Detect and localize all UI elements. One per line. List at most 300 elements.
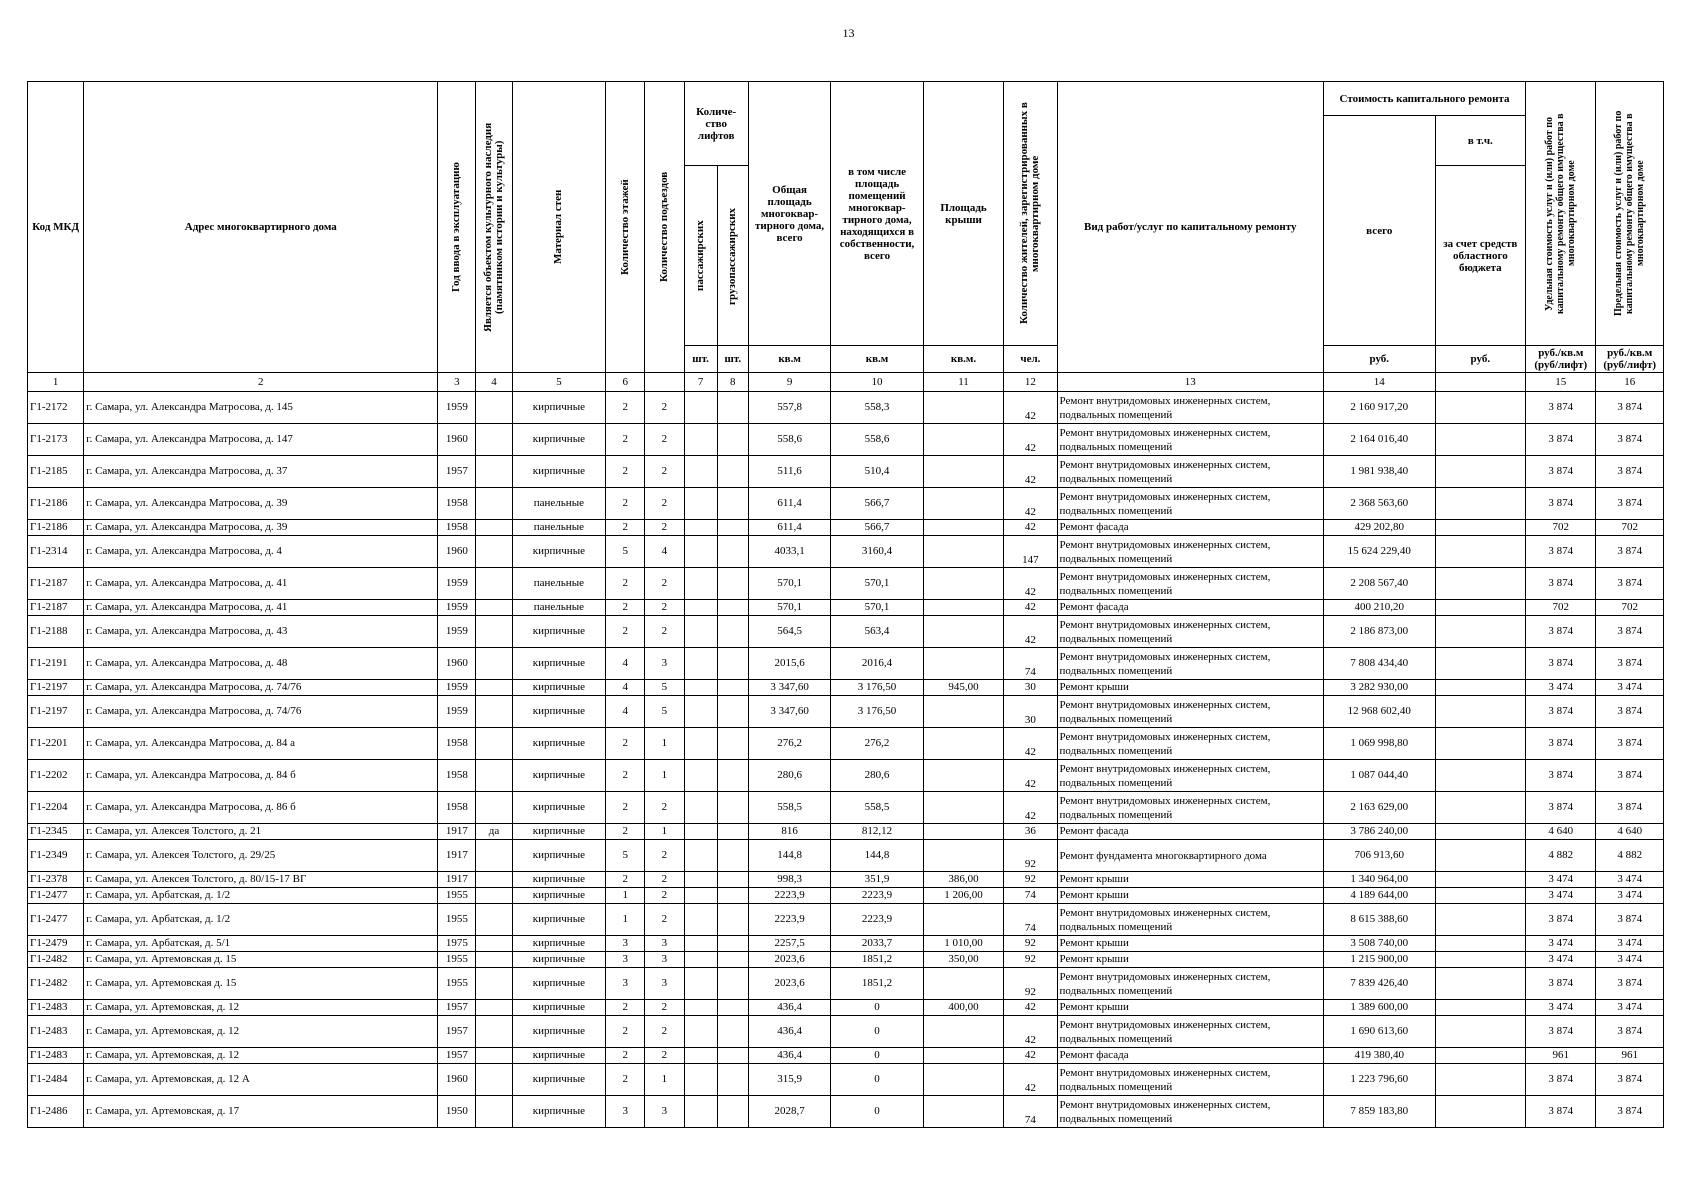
cell-cost-regional — [1435, 1016, 1526, 1048]
cell-passenger-elevators — [684, 888, 717, 904]
cell-total-area: 2223,9 — [748, 904, 830, 936]
cell-code: Г1-2477 — [28, 888, 84, 904]
cell-total-area: 436,4 — [748, 1016, 830, 1048]
cell-code: Г1-2479 — [28, 936, 84, 952]
cell-floors: 5 — [606, 536, 645, 568]
cell-owned-area: 2016,4 — [831, 648, 924, 680]
cell-entrances: 2 — [645, 872, 684, 888]
cell-freight-elevators — [717, 424, 748, 456]
cell-residents: 92 — [1004, 872, 1057, 888]
cell-work-type: Ремонт внутридомовых инженерных систем, подвальных помещений — [1057, 1064, 1323, 1096]
cell-total-area: 436,4 — [748, 1000, 830, 1016]
cell-year: 1957 — [438, 1000, 476, 1016]
cell-unit-cost: 3 874 — [1526, 536, 1596, 568]
unit-rub: руб. — [1435, 346, 1526, 373]
cell-cost-total: 3 786 240,00 — [1323, 824, 1435, 840]
cell-address: г. Самара, ул. Арбатская, д. 1/2 — [84, 888, 438, 904]
cell-owned-area: 510,4 — [831, 456, 924, 488]
table-row — [28, 536, 1664, 568]
cell-cost-total: 706 913,60 — [1323, 840, 1435, 872]
cell-entrances: 4 — [645, 536, 684, 568]
cell-roof-area — [923, 456, 1003, 488]
cell-cost-total: 2 164 016,40 — [1323, 424, 1435, 456]
unit-people: чел. — [1004, 346, 1057, 373]
cell-cost-regional — [1435, 488, 1526, 520]
cell-unit-cost: 702 — [1526, 520, 1596, 536]
column-number — [1435, 373, 1526, 392]
cell-floors: 3 — [606, 1096, 645, 1128]
cell-owned-area: 280,6 — [831, 760, 924, 792]
cell-year: 1960 — [438, 1064, 476, 1096]
cell-wall-material: кирпичные — [512, 1000, 606, 1016]
cell-total-area: 3 347,60 — [748, 696, 830, 728]
cell-owned-area: 276,2 — [831, 728, 924, 760]
cell-wall-material: кирпичные — [512, 1016, 606, 1048]
cell-code: Г1-2378 — [28, 872, 84, 888]
cell-heritage — [476, 936, 512, 952]
cell-year: 1959 — [438, 392, 476, 424]
cell-max-cost: 3 474 — [1596, 952, 1664, 968]
cell-year: 1959 — [438, 616, 476, 648]
table-row — [28, 904, 1664, 936]
cell-total-area: 315,9 — [748, 1064, 830, 1096]
cell-unit-cost: 3 874 — [1526, 760, 1596, 792]
cell-work-type: Ремонт крыши — [1057, 680, 1323, 696]
cell-max-cost: 3 874 — [1596, 696, 1664, 728]
cell-owned-area: 3 176,50 — [831, 680, 924, 696]
cell-address: г. Самара, ул. Александра Матросова, д. 145 — [84, 392, 438, 424]
table-row — [28, 1000, 1664, 1016]
cell-entrances: 3 — [645, 952, 684, 968]
cell-work-type: Ремонт фасада — [1057, 824, 1323, 840]
cell-residents: 92 — [1004, 936, 1057, 952]
cell-year: 1958 — [438, 792, 476, 824]
cell-passenger-elevators — [684, 1064, 717, 1096]
cell-roof-area — [923, 616, 1003, 648]
cell-address: г. Самара, ул. Арбатская, д. 1/2 — [84, 904, 438, 936]
cell-cost-regional — [1435, 728, 1526, 760]
cell-max-cost: 3 874 — [1596, 968, 1664, 1000]
cell-cost-regional — [1435, 952, 1526, 968]
cell-total-area: 2023,6 — [748, 968, 830, 1000]
cell-code: Г1-2197 — [28, 696, 84, 728]
cell-freight-elevators — [717, 616, 748, 648]
cell-code: Г1-2483 — [28, 1000, 84, 1016]
cell-year: 1975 — [438, 936, 476, 952]
cell-cost-total: 1 389 600,00 — [1323, 1000, 1435, 1016]
header-total-area: Общая площадь многоквар-тирного дома, всего — [748, 82, 830, 346]
cell-floors: 2 — [606, 616, 645, 648]
cell-address: г. Самара, ул. Артемовская д. 15 — [84, 952, 438, 968]
cell-wall-material: кирпичные — [512, 1048, 606, 1064]
cell-work-type: Ремонт фундамента многоквартирного дома — [1057, 840, 1323, 872]
cell-work-type: Ремонт крыши — [1057, 872, 1323, 888]
header-year: Год ввода в эксплуатацию — [438, 82, 476, 373]
cell-max-cost: 4 640 — [1596, 824, 1664, 840]
table-row — [28, 968, 1664, 1000]
cell-cost-regional — [1435, 872, 1526, 888]
cell-entrances: 2 — [645, 568, 684, 600]
cell-residents: 92 — [1004, 968, 1057, 1000]
cell-year: 1958 — [438, 760, 476, 792]
table-row — [28, 936, 1664, 952]
cell-entrances: 2 — [645, 600, 684, 616]
table-row — [28, 792, 1664, 824]
cell-residents: 147 — [1004, 536, 1057, 568]
cell-wall-material: кирпичные — [512, 680, 606, 696]
cell-passenger-elevators — [684, 840, 717, 872]
cell-max-cost: 3 874 — [1596, 392, 1664, 424]
cell-freight-elevators — [717, 1048, 748, 1064]
cell-year: 1917 — [438, 840, 476, 872]
cell-year: 1958 — [438, 728, 476, 760]
cell-max-cost: 3 874 — [1596, 1096, 1664, 1128]
cell-wall-material: кирпичные — [512, 424, 606, 456]
cell-work-type: Ремонт внутридомовых инженерных систем, подвальных помещений — [1057, 424, 1323, 456]
cell-total-area: 4033,1 — [748, 536, 830, 568]
unit-rub-sqm: руб./кв.м (руб/лифт) — [1596, 346, 1664, 373]
cell-code: Г1-2486 — [28, 1096, 84, 1128]
cell-heritage — [476, 1064, 512, 1096]
cell-work-type: Ремонт внутридомовых инженерных систем, подвальных помещений — [1057, 904, 1323, 936]
cell-floors: 2 — [606, 760, 645, 792]
cell-floors: 2 — [606, 424, 645, 456]
cell-freight-elevators — [717, 824, 748, 840]
cell-max-cost: 3 874 — [1596, 536, 1664, 568]
cell-address: г. Самара, ул. Артемовская, д. 12 А — [84, 1064, 438, 1096]
cell-year: 1917 — [438, 872, 476, 888]
cell-wall-material: кирпичные — [512, 872, 606, 888]
cell-entrances: 2 — [645, 520, 684, 536]
cell-residents: 74 — [1004, 888, 1057, 904]
cell-cost-regional — [1435, 1096, 1526, 1128]
cell-owned-area: 812,12 — [831, 824, 924, 840]
cell-roof-area — [923, 392, 1003, 424]
cell-passenger-elevators — [684, 616, 717, 648]
cell-unit-cost: 3 874 — [1526, 568, 1596, 600]
cell-floors: 2 — [606, 392, 645, 424]
cell-cost-regional — [1435, 824, 1526, 840]
cell-owned-area: 0 — [831, 1016, 924, 1048]
unit-sqm: кв.м — [831, 346, 924, 373]
cell-residents: 74 — [1004, 904, 1057, 936]
cell-year: 1957 — [438, 456, 476, 488]
cell-heritage — [476, 392, 512, 424]
header-passenger: пассажирских — [684, 166, 717, 346]
cell-cost-regional — [1435, 424, 1526, 456]
cell-wall-material: кирпичные — [512, 840, 606, 872]
cell-entrances: 2 — [645, 1048, 684, 1064]
cell-entrances: 3 — [645, 936, 684, 952]
cell-residents: 42 — [1004, 600, 1057, 616]
cell-roof-area — [923, 840, 1003, 872]
cell-address: г. Самара, ул. Арбатская, д. 5/1 — [84, 936, 438, 952]
cell-cost-regional — [1435, 392, 1526, 424]
cell-wall-material: кирпичные — [512, 952, 606, 968]
cell-address: г. Самара, ул. Артемовская д. 15 — [84, 968, 438, 1000]
page-number: 13 — [842, 26, 855, 40]
cell-roof-area — [923, 568, 1003, 600]
header-unit-cost: Удельная стоимость услуг и (или) работ по капитальному ремонту общего имущества в многоквартирном доме — [1526, 82, 1596, 346]
cell-freight-elevators — [717, 536, 748, 568]
cell-residents: 42 — [1004, 1016, 1057, 1048]
cell-passenger-elevators — [684, 1016, 717, 1048]
cell-owned-area: 351,9 — [831, 872, 924, 888]
cell-work-type: Ремонт крыши — [1057, 952, 1323, 968]
cell-heritage — [476, 1096, 512, 1128]
cell-max-cost: 961 — [1596, 1048, 1664, 1064]
cell-owned-area: 2223,9 — [831, 888, 924, 904]
cell-freight-elevators — [717, 968, 748, 1000]
cell-cost-total: 7 808 434,40 — [1323, 648, 1435, 680]
cell-heritage — [476, 872, 512, 888]
cell-total-area: 2223,9 — [748, 888, 830, 904]
cell-code: Г1-2201 — [28, 728, 84, 760]
cell-cost-regional — [1435, 520, 1526, 536]
cell-floors: 2 — [606, 1000, 645, 1016]
cell-residents: 42 — [1004, 424, 1057, 456]
cell-cost-total: 2 186 873,00 — [1323, 616, 1435, 648]
cell-passenger-elevators — [684, 952, 717, 968]
header-address: Адрес многоквартирного дома — [84, 82, 438, 373]
cell-floors: 2 — [606, 872, 645, 888]
cell-floors: 4 — [606, 696, 645, 728]
cell-cost-total: 1 981 938,40 — [1323, 456, 1435, 488]
cell-owned-area: 0 — [831, 1064, 924, 1096]
cell-max-cost: 3 874 — [1596, 760, 1664, 792]
cell-roof-area — [923, 1096, 1003, 1128]
cell-passenger-elevators — [684, 760, 717, 792]
cell-code: Г1-2197 — [28, 680, 84, 696]
cell-owned-area: 1851,2 — [831, 968, 924, 1000]
cell-max-cost: 3 874 — [1596, 424, 1664, 456]
cell-unit-cost: 3 874 — [1526, 648, 1596, 680]
column-number: 16 — [1596, 373, 1664, 392]
cell-owned-area: 570,1 — [831, 600, 924, 616]
cell-entrances: 5 — [645, 680, 684, 696]
cell-residents: 42 — [1004, 1000, 1057, 1016]
cell-address: г. Самара, ул. Александра Матросова, д. 39 — [84, 488, 438, 520]
table-body — [28, 392, 1664, 1128]
cell-unit-cost: 3 474 — [1526, 1000, 1596, 1016]
cell-roof-area: 1 206,00 — [923, 888, 1003, 904]
cell-address: г. Самара, ул. Артемовская, д. 12 — [84, 1000, 438, 1016]
header-freight: грузопассажирских — [717, 166, 748, 346]
cell-code: Г1-2172 — [28, 392, 84, 424]
cell-heritage — [476, 536, 512, 568]
cell-unit-cost: 3 474 — [1526, 888, 1596, 904]
cell-entrances: 2 — [645, 424, 684, 456]
cell-work-type: Ремонт внутридомовых инженерных систем, подвальных помещений — [1057, 1016, 1323, 1048]
cell-freight-elevators — [717, 728, 748, 760]
cell-heritage — [476, 568, 512, 600]
cell-cost-total: 7 839 426,40 — [1323, 968, 1435, 1000]
cell-max-cost: 702 — [1596, 520, 1664, 536]
cell-passenger-elevators — [684, 824, 717, 840]
cell-unit-cost: 3 474 — [1526, 680, 1596, 696]
cell-code: Г1-2202 — [28, 760, 84, 792]
cell-roof-area: 350,00 — [923, 952, 1003, 968]
cell-work-type: Ремонт крыши — [1057, 888, 1323, 904]
cell-freight-elevators — [717, 392, 748, 424]
cell-passenger-elevators — [684, 1048, 717, 1064]
cell-max-cost: 3 874 — [1596, 616, 1664, 648]
cell-unit-cost: 3 874 — [1526, 1016, 1596, 1048]
cell-passenger-elevators — [684, 1096, 717, 1128]
table-row — [28, 680, 1664, 696]
cell-wall-material: панельные — [512, 600, 606, 616]
cell-cost-regional — [1435, 536, 1526, 568]
cell-residents: 30 — [1004, 680, 1057, 696]
cell-owned-area: 566,7 — [831, 488, 924, 520]
cell-max-cost: 3 474 — [1596, 936, 1664, 952]
cell-year: 1959 — [438, 696, 476, 728]
cell-heritage — [476, 424, 512, 456]
cell-passenger-elevators — [684, 936, 717, 952]
cell-residents: 42 — [1004, 568, 1057, 600]
cell-year: 1955 — [438, 968, 476, 1000]
cell-wall-material: кирпичные — [512, 536, 606, 568]
cell-work-type: Ремонт внутридомовых инженерных систем, подвальных помещений — [1057, 728, 1323, 760]
cell-work-type: Ремонт внутридомовых инженерных систем, подвальных помещений — [1057, 1096, 1323, 1128]
cell-residents: 42 — [1004, 520, 1057, 536]
cell-entrances: 3 — [645, 648, 684, 680]
table-row — [28, 1016, 1664, 1048]
cell-year: 1950 — [438, 1096, 476, 1128]
cell-unit-cost: 4 882 — [1526, 840, 1596, 872]
cell-wall-material: кирпичные — [512, 968, 606, 1000]
cell-cost-regional — [1435, 840, 1526, 872]
cell-unit-cost: 702 — [1526, 600, 1596, 616]
cell-code: Г1-2191 — [28, 648, 84, 680]
cell-code: Г1-2187 — [28, 568, 84, 600]
cell-code: Г1-2345 — [28, 824, 84, 840]
cell-cost-regional — [1435, 1064, 1526, 1096]
cell-freight-elevators — [717, 1016, 748, 1048]
cell-cost-total: 1 223 796,60 — [1323, 1064, 1435, 1096]
cell-owned-area: 0 — [831, 1000, 924, 1016]
cell-work-type: Ремонт фасада — [1057, 1048, 1323, 1064]
cell-wall-material: кирпичные — [512, 1064, 606, 1096]
cell-total-area: 816 — [748, 824, 830, 840]
header-cost-incl: в т.ч. — [1435, 116, 1526, 166]
cell-unit-cost: 3 874 — [1526, 488, 1596, 520]
cell-address: г. Самара, ул. Александра Матросова, д. 74/76 — [84, 696, 438, 728]
column-number: 10 — [831, 373, 924, 392]
cell-wall-material: кирпичные — [512, 728, 606, 760]
cell-wall-material: кирпичные — [512, 392, 606, 424]
cell-floors: 2 — [606, 792, 645, 824]
unit-pcs: шт. — [717, 346, 748, 373]
cell-cost-total: 2 163 629,00 — [1323, 792, 1435, 824]
cell-heritage: да — [476, 824, 512, 840]
cell-total-area: 280,6 — [748, 760, 830, 792]
header-cost: Стоимость капитального ремонта — [1323, 82, 1525, 116]
header-code: Код МКД — [28, 82, 84, 373]
cell-passenger-elevators — [684, 648, 717, 680]
cell-address: г. Самара, ул. Александра Матросова, д. 84 а — [84, 728, 438, 760]
cell-entrances: 2 — [645, 488, 684, 520]
cell-unit-cost: 961 — [1526, 1048, 1596, 1064]
cell-roof-area — [923, 696, 1003, 728]
table-row — [28, 520, 1664, 536]
cell-wall-material: кирпичные — [512, 696, 606, 728]
cell-unit-cost: 3 874 — [1526, 904, 1596, 936]
cell-freight-elevators — [717, 888, 748, 904]
cell-heritage — [476, 904, 512, 936]
cell-total-area: 276,2 — [748, 728, 830, 760]
cell-year: 1955 — [438, 952, 476, 968]
table-header — [28, 82, 1664, 392]
cell-roof-area — [923, 760, 1003, 792]
header-cost-total: всего — [1323, 116, 1435, 346]
header-wall: Материал стен — [512, 82, 606, 373]
cell-freight-elevators — [717, 648, 748, 680]
cell-passenger-elevators — [684, 968, 717, 1000]
cell-freight-elevators — [717, 1000, 748, 1016]
cell-work-type: Ремонт внутридомовых инженерных систем, подвальных помещений — [1057, 488, 1323, 520]
column-number: 9 — [748, 373, 830, 392]
cell-code: Г1-2482 — [28, 968, 84, 1000]
cell-year: 1960 — [438, 536, 476, 568]
cell-unit-cost: 3 474 — [1526, 872, 1596, 888]
cell-passenger-elevators — [684, 488, 717, 520]
cell-heritage — [476, 600, 512, 616]
unit-pcs: шт. — [684, 346, 717, 373]
cell-cost-total: 2 368 563,60 — [1323, 488, 1435, 520]
cell-residents: 92 — [1004, 840, 1057, 872]
cell-total-area: 564,5 — [748, 616, 830, 648]
cell-total-area: 558,5 — [748, 792, 830, 824]
cell-entrances: 2 — [645, 840, 684, 872]
cell-freight-elevators — [717, 1096, 748, 1128]
cell-address: г. Самара, ул. Александра Матросова, д. 43 — [84, 616, 438, 648]
cell-floors: 3 — [606, 968, 645, 1000]
cell-roof-area: 945,00 — [923, 680, 1003, 696]
cell-unit-cost: 3 874 — [1526, 968, 1596, 1000]
cell-code: Г1-2314 — [28, 536, 84, 568]
cell-cost-regional — [1435, 760, 1526, 792]
cell-floors: 3 — [606, 952, 645, 968]
cell-work-type: Ремонт внутридомовых инженерных систем, подвальных помещений — [1057, 696, 1323, 728]
cell-total-area: 2023,6 — [748, 952, 830, 968]
cell-owned-area: 558,6 — [831, 424, 924, 456]
cell-total-area: 611,4 — [748, 520, 830, 536]
cell-heritage — [476, 888, 512, 904]
cell-address: г. Самара, ул. Александра Матросова, д. 41 — [84, 600, 438, 616]
cell-residents: 30 — [1004, 696, 1057, 728]
cell-work-type: Ремонт внутридомовых инженерных систем, подвальных помещений — [1057, 648, 1323, 680]
cell-passenger-elevators — [684, 600, 717, 616]
cell-entrances: 1 — [645, 824, 684, 840]
cell-cost-regional — [1435, 936, 1526, 952]
column-number: 7 — [684, 373, 717, 392]
cell-heritage — [476, 680, 512, 696]
cell-wall-material: панельные — [512, 520, 606, 536]
cell-roof-area — [923, 1064, 1003, 1096]
table-row — [28, 840, 1664, 872]
cell-cost-total: 3 282 930,00 — [1323, 680, 1435, 696]
table-row — [28, 568, 1664, 600]
cell-total-area: 2015,6 — [748, 648, 830, 680]
cell-cost-total: 1 215 900,00 — [1323, 952, 1435, 968]
cell-heritage — [476, 1016, 512, 1048]
cell-cost-total: 1 340 964,00 — [1323, 872, 1435, 888]
cell-max-cost: 3 874 — [1596, 792, 1664, 824]
cell-heritage — [476, 728, 512, 760]
cell-freight-elevators — [717, 680, 748, 696]
cell-total-area: 2257,5 — [748, 936, 830, 952]
